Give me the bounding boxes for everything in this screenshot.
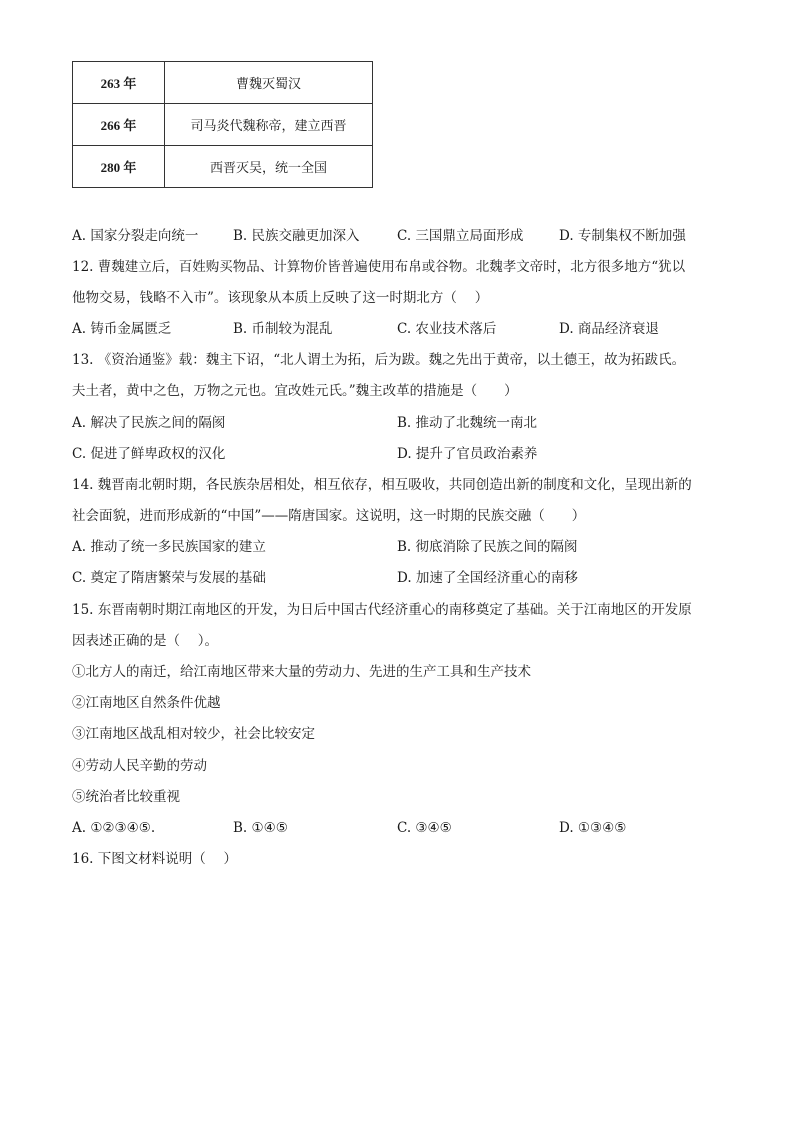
option-d: D. 专制集权不断加强 (559, 228, 686, 244)
q15-item-5: ⑤统治者比较重视 (72, 789, 180, 805)
q15-item-1: ①北方人的南迁，给江南地区带来大量的劳动力、先进的生产工具和生产技术 (72, 664, 531, 680)
option-d: D. ①③④⑤ (559, 820, 627, 836)
option-d: D. 加速了全国经济重心的南移 (397, 570, 578, 586)
table-row (73, 146, 373, 188)
q13-stem-line-2: 夫土者，黄中之色，万物之元也。宜改姓元氏。”魏主改革的措施是（ ） (72, 383, 518, 399)
option-b: B. 币制较为混乱 (233, 321, 333, 337)
q15-stem-line-2: 因表述正确的是（ ）。 (72, 633, 219, 649)
option-d: D. 提升了官员政治素养 (397, 446, 538, 462)
option-d: D. 商品经济衰退 (559, 321, 659, 337)
year-cell: 263 年 (73, 62, 165, 104)
option-c: C. 三国鼎立局面形成 (397, 228, 524, 244)
table-row (73, 104, 373, 146)
q16-stem: 16. 下图文材料说明（ ） (72, 851, 238, 867)
q15-item-2: ②江南地区自然条件优越 (72, 695, 221, 711)
option-a: A. ①②③④⑤. (72, 820, 156, 836)
event-cell: 司马炎代魏称帝，建立西晋 (165, 104, 373, 146)
table-row (73, 62, 373, 104)
option-c: C. ③④⑤ (397, 820, 452, 836)
option-a: A. 解决了民族之间的隔阂 (72, 415, 226, 431)
q15-item-4: ④劳动人民辛勤的劳动 (72, 758, 207, 774)
q15-stem-line-1: 15. 东晋南朝时期江南地区的开发，为日后中国古代经济重心的南移奠定了基础。关于江南地区的开发原 (72, 602, 692, 618)
option-b: B. 民族交融更加深入 (233, 228, 360, 244)
option-b: B. 推动了北魏统一南北 (397, 415, 538, 431)
q15-item-3: ③江南地区战乱相对较少，社会比较安定 (72, 726, 315, 742)
option-c: C. 奠定了隋唐繁荣与发展的基础 (72, 570, 266, 586)
option-b: B. ①④⑤ (233, 820, 288, 836)
q13-stem-line-1: 13. 《资治通鉴》载：魏主下诏，“北人谓土为拓，后为跋。魏之先出于黄帝，以土德王，故为拓跋氏。 (72, 352, 686, 368)
q12-stem-line-2: 他物交易，钱略不入市”。该现象从本质上反映了这一时期北方（ ） (72, 290, 489, 306)
year-cell: 266 年 (73, 104, 165, 146)
q14-stem-line-1: 14. 魏晋南北朝时期，各民族杂居相处，相互依存，相互吸收，共同创造出新的制度和文化，呈现出新的 (72, 477, 692, 493)
option-a: A. 推动了统一多民族国家的建立 (72, 539, 266, 555)
option-a: A. 铸币金属匮乏 (72, 321, 172, 337)
events-table (72, 61, 373, 188)
option-b: B. 彻底消除了民族之间的隔阂 (397, 539, 578, 555)
event-cell: 曹魏灭蜀汉 (165, 62, 373, 104)
option-a: A. 国家分裂走向统一 (72, 228, 199, 244)
option-c: C. 促进了鲜卑政权的汉化 (72, 446, 226, 462)
event-cell: 西晋灭吴，统一全国 (165, 146, 373, 188)
option-c: C. 农业技术落后 (397, 321, 497, 337)
q14-stem-line-2: 社会面貌，进而形成新的“中国”——隋唐国家。这说明，这一时期的民族交融（ ） (72, 508, 586, 524)
q12-stem-line-1: 12. 曹魏建立后，百姓购买物品、计算物价皆普遍使用布帛或谷物。北魏孝文帝时，北方很多地方“犹以 (72, 259, 686, 275)
year-cell: 280 年 (73, 146, 165, 188)
